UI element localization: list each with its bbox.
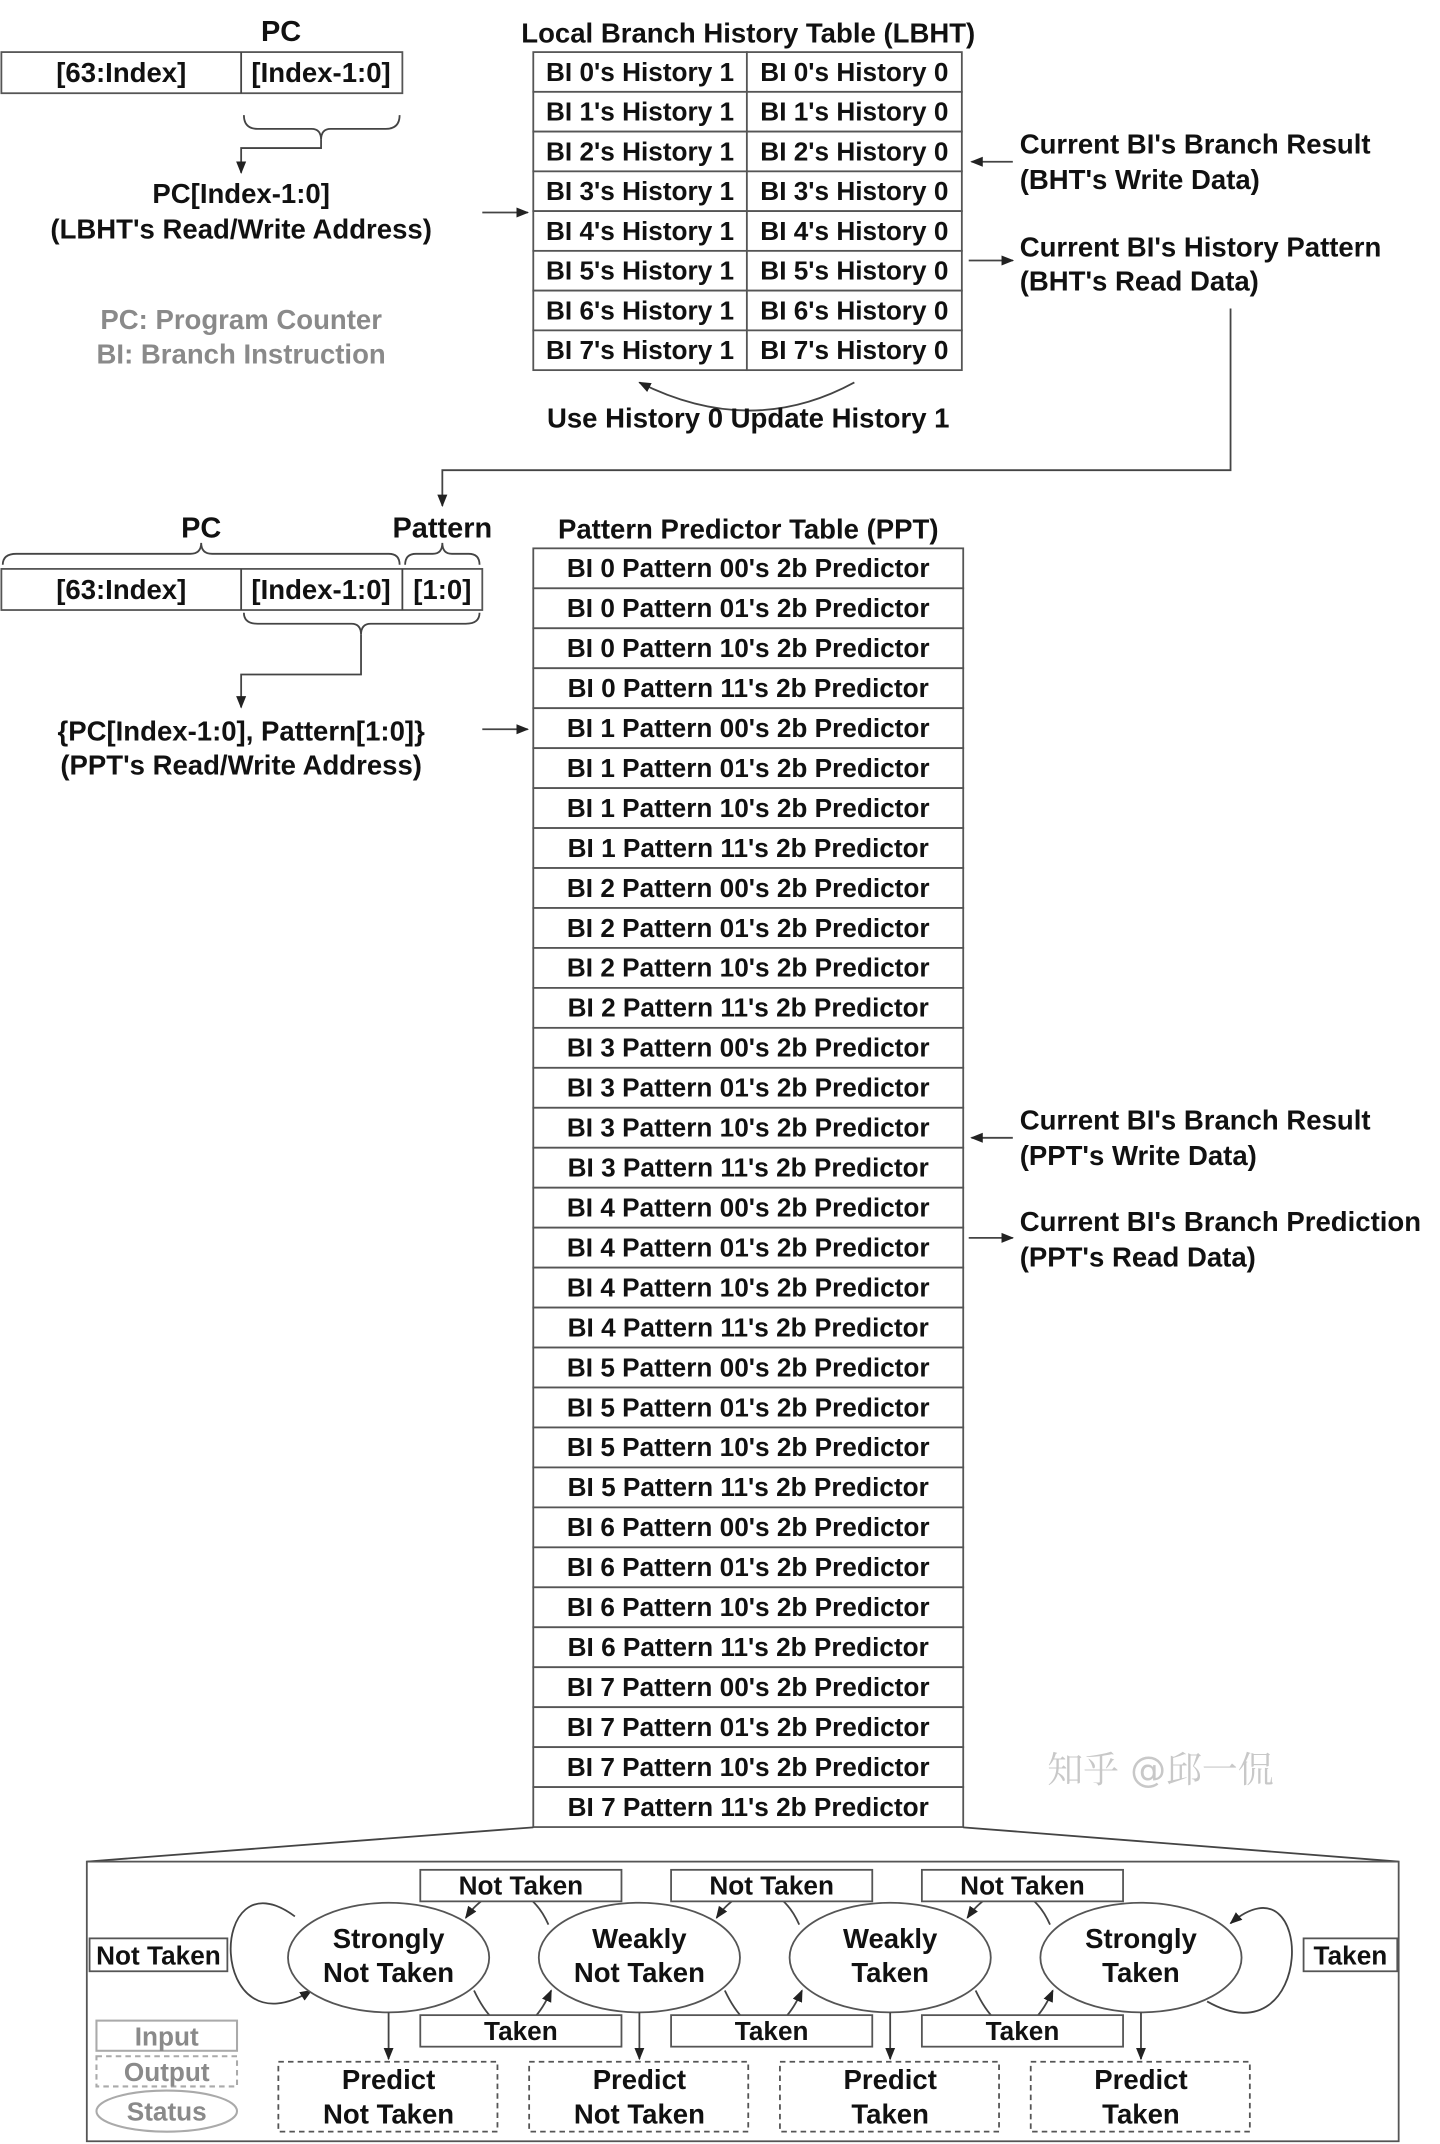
pc-field-index: [Index-1:0] (251, 57, 391, 89)
lbht-row (533, 251, 962, 291)
legend-bi: BI: Branch Instruction (96, 338, 386, 370)
output-label-line1: Predict (341, 2064, 436, 2096)
ppt-cell-predictor: BI 1 Pattern 10's 2b Predictor (566, 792, 930, 823)
ppt-row (533, 1308, 963, 1348)
ppt-cell-predictor: BI 2 Pattern 10's 2b Predictor (566, 952, 930, 983)
lbht-row (533, 291, 962, 331)
ppt-cell-predictor: BI 3 Pattern 11's 2b Predictor (567, 1152, 929, 1183)
lbht-row (533, 92, 962, 132)
ppt-cell-predictor: BI 5 Pattern 00's 2b Predictor (566, 1352, 930, 1383)
lbht-cell-history-1: BI 4's History 1 (546, 215, 735, 246)
ppt-row (533, 1228, 963, 1268)
ppt-row (533, 668, 963, 708)
ppt-field-pattern: [1:0] (413, 574, 472, 606)
ppt-cell-predictor: BI 7 Pattern 10's 2b Predictor (566, 1751, 930, 1782)
state-label-line1: Strongly (332, 1923, 445, 1954)
state-label-line1: Weakly (592, 1923, 687, 1954)
ppt-cell-predictor: BI 2 Pattern 11's 2b Predictor (567, 992, 929, 1023)
ppt-table (533, 548, 963, 1827)
ppt-cell-predictor: BI 7 Pattern 00's 2b Predictor (566, 1672, 930, 1702)
transition-label-taken: Taken (734, 2015, 809, 2046)
state-weakly-taken (790, 1903, 991, 2013)
ppt-read-caption: (PPT's Read Data) (1019, 1241, 1256, 1273)
output-weakly-taken (780, 2062, 999, 2132)
ppt-row (533, 628, 963, 668)
ppt-row (533, 1108, 963, 1148)
self-loop-taken-label: Taken (1313, 1940, 1388, 1971)
lbht-write-label: Current BI's Branch Result (1019, 128, 1371, 160)
ppt-cell-predictor: BI 0 Pattern 10's 2b Predictor (566, 633, 930, 664)
ppt-write-label: Current BI's Branch Result (1019, 1104, 1371, 1136)
zoom-lines (87, 1827, 1399, 1861)
transition-label-not-taken: Not Taken (960, 1870, 1085, 1901)
ppt-cell-predictor: BI 0 Pattern 01's 2b Predictor (566, 593, 930, 624)
state-label-line1: Weakly (842, 1923, 938, 1954)
legend-status: Status (126, 2096, 207, 2127)
lbht-row (533, 211, 962, 251)
ppt-row (533, 708, 963, 748)
ppt-row (533, 828, 963, 868)
lbht-cell-history-1: BI 0's History 1 (546, 56, 735, 87)
ppt-address-register (1, 569, 482, 610)
ppt-row (533, 1387, 963, 1427)
ppt-cell-predictor: BI 2 Pattern 00's 2b Predictor (566, 872, 930, 903)
state-weakly-not-taken (539, 1903, 740, 2013)
output-label-line2: Taken (1102, 2098, 1180, 2130)
lbht-cell-history-1: BI 2's History 1 (546, 136, 735, 167)
lbht-address-label: PC[Index-1:0] (152, 177, 330, 209)
lbht-cell-history-0: BI 5's History 0 (760, 255, 949, 286)
lbht-cell-history-0: BI 4's History 0 (760, 215, 949, 246)
ppt-row (533, 1028, 963, 1068)
ppt-cell-predictor: BI 1 Pattern 00's 2b Predictor (566, 713, 930, 743)
ppt-row (533, 948, 963, 988)
ppt-row (533, 1627, 963, 1667)
lbht-cell-history-0: BI 0's History 0 (760, 56, 949, 87)
ppt-row (533, 1427, 963, 1467)
pc-brace (3, 543, 400, 565)
lbht-table (533, 52, 962, 370)
state-strongly-not-taken (288, 1903, 489, 2013)
ppt-field-index: [Index-1:0] (251, 574, 391, 606)
ppt-pattern-label: Pattern (392, 512, 493, 545)
ppt-section (1, 512, 1421, 1827)
ppt-row (533, 588, 963, 628)
legend-pc: PC: Program Counter (100, 304, 382, 335)
ppt-read-label: Current BI's Branch Prediction (1019, 1206, 1422, 1238)
legend-output: Output (123, 2057, 210, 2087)
lbht-cell-history-1: BI 1's History 1 (546, 96, 735, 127)
lbht-row (533, 132, 962, 172)
state-label-line2: Not Taken (323, 1957, 455, 1989)
ppt-row (533, 1188, 963, 1228)
ppt-cell-predictor: BI 3 Pattern 10's 2b Predictor (566, 1112, 930, 1143)
lbht-row (533, 52, 962, 92)
transition-label-not-taken: Not Taken (709, 1870, 834, 1901)
ppt-row (533, 1787, 963, 1827)
pc-register (1, 52, 402, 93)
self-loop-not-taken-label: Not Taken (96, 1940, 221, 1971)
ppt-cell-predictor: BI 1 Pattern 11's 2b Predictor (567, 832, 929, 863)
ppt-row (533, 548, 963, 588)
ppt-row (533, 1707, 963, 1747)
ppt-cell-predictor: BI 5 Pattern 10's 2b Predictor (566, 1432, 930, 1463)
ppt-cell-predictor: BI 6 Pattern 10's 2b Predictor (566, 1592, 930, 1623)
index-arrow (241, 140, 321, 173)
ppt-cell-predictor: BI 2 Pattern 01's 2b Predictor (566, 912, 930, 943)
index-brace (244, 115, 400, 140)
ppt-cell-predictor: BI 5 Pattern 11's 2b Predictor (567, 1472, 929, 1503)
ppt-row (533, 1747, 963, 1787)
state-label-line2: Taken (1102, 1957, 1180, 1989)
lbht-write-caption: (BHT's Write Data) (1019, 164, 1260, 196)
lbht-cell-history-1: BI 7's History 1 (546, 335, 735, 366)
state-label-line1: Strongly (1085, 1923, 1197, 1954)
history-update-note: Use History 0 Update History 1 (546, 402, 950, 434)
output-label-line2: Taken (851, 2098, 929, 2130)
ppt-row (533, 908, 963, 948)
ppt-cell-predictor: BI 0 Pattern 00's 2b Predictor (566, 553, 930, 584)
ppt-row (533, 1667, 963, 1707)
ppt-row (533, 1348, 963, 1388)
output-label-line1: Predict (843, 2064, 937, 2096)
lbht-cell-history-1: BI 3's History 1 (546, 176, 735, 207)
ppt-row (533, 1507, 963, 1547)
output-label-line1: Predict (1094, 2064, 1188, 2096)
watermark: 知乎 @邱一侃 (1047, 1750, 1274, 1792)
pc-field-high: [63:Index] (56, 57, 187, 89)
ppt-cell-predictor: BI 3 Pattern 00's 2b Predictor (566, 1032, 930, 1063)
ppt-cell-predictor: BI 4 Pattern 10's 2b Predictor (566, 1272, 930, 1303)
legend-input: Input (134, 2021, 199, 2052)
lbht-cell-history-0: BI 6's History 0 (760, 295, 949, 326)
ppt-row (533, 1587, 963, 1627)
ppt-cell-predictor: BI 6 Pattern 00's 2b Predictor (566, 1512, 930, 1543)
lbht-title: Local Branch History Table (LBHT) (521, 17, 976, 49)
lbht-address-caption: (LBHT's Read/Write Address) (50, 213, 432, 245)
lbht-section (1, 16, 1381, 506)
ppt-row (533, 1547, 963, 1587)
lbht-row (533, 330, 962, 370)
ppt-row (533, 1467, 963, 1507)
ppt-cell-predictor: BI 4 Pattern 11's 2b Predictor (567, 1312, 929, 1343)
output-label-line2: Not Taken (573, 2098, 705, 2130)
ppt-cell-predictor: BI 5 Pattern 01's 2b Predictor (566, 1392, 930, 1423)
ppt-cell-predictor: BI 7 Pattern 11's 2b Predictor (567, 1791, 929, 1822)
lbht-row (533, 171, 962, 211)
output-weakly-not-taken (529, 2062, 748, 2132)
ppt-title: Pattern Predictor Table (PPT) (557, 513, 939, 545)
transition-label-taken: Taken (484, 2015, 558, 2046)
ppt-pc-label: PC (181, 512, 222, 545)
ppt-row (533, 1148, 963, 1188)
pc-label: PC (261, 16, 302, 49)
state-strongly-taken (1040, 1903, 1241, 2013)
transition-label-taken: Taken (985, 2015, 1060, 2046)
ppt-cell-predictor: BI 0 Pattern 11's 2b Predictor (567, 673, 929, 703)
ppt-cell-predictor: BI 7 Pattern 01's 2b Predictor (566, 1712, 930, 1742)
lbht-cell-history-0: BI 2's History 0 (760, 136, 949, 167)
output-label-line2: Not Taken (323, 2098, 455, 2130)
ppt-row (533, 988, 963, 1028)
two-bit-predictor-fsm (87, 1827, 1399, 2141)
lbht-read-label: Current BI's History Pattern (1019, 231, 1382, 263)
ppt-index-arrow (241, 635, 361, 708)
ppt-row (533, 748, 963, 788)
output-strongly-taken (1031, 2062, 1250, 2132)
lbht-cell-history-0: BI 7's History 0 (760, 335, 949, 366)
ppt-cell-predictor: BI 1 Pattern 01's 2b Predictor (566, 752, 930, 783)
state-label-line2: Taken (851, 1957, 929, 1989)
ppt-address-caption: (PPT's Read/Write Address) (60, 749, 422, 781)
ppt-row (533, 1068, 963, 1108)
lbht-cell-history-0: BI 3's History 0 (760, 176, 949, 207)
lbht-cell-history-1: BI 5's History 1 (546, 255, 735, 286)
ppt-cell-predictor: BI 6 Pattern 11's 2b Predictor (567, 1632, 929, 1663)
pattern-brace (405, 543, 479, 565)
ppt-write-caption: (PPT's Write Data) (1019, 1140, 1257, 1172)
lbht-cell-history-0: BI 1's History 0 (760, 96, 949, 127)
ppt-cell-predictor: BI 3 Pattern 01's 2b Predictor (566, 1072, 930, 1103)
lbht-cell-history-1: BI 6's History 1 (546, 295, 735, 326)
ppt-cell-predictor: BI 4 Pattern 00's 2b Predictor (566, 1192, 930, 1223)
ppt-field-high: [63:Index] (56, 574, 187, 606)
ppt-row (533, 1268, 963, 1308)
lbht-read-caption: (BHT's Read Data) (1019, 265, 1259, 297)
ppt-cell-predictor: BI 6 Pattern 01's 2b Predictor (566, 1552, 930, 1583)
transition-label-not-taken: Not Taken (458, 1870, 584, 1901)
ppt-cell-predictor: BI 4 Pattern 01's 2b Predictor (566, 1232, 930, 1263)
output-strongly-not-taken (278, 2062, 497, 2132)
ppt-address-brace (244, 613, 480, 635)
ppt-row (533, 868, 963, 908)
output-label-line1: Predict (592, 2064, 687, 2096)
state-label-line2: Not Taken (573, 1957, 705, 1989)
ppt-row (533, 788, 963, 828)
ppt-address-label: {PC[Index-1:0], Pattern[1:0]} (57, 715, 425, 747)
